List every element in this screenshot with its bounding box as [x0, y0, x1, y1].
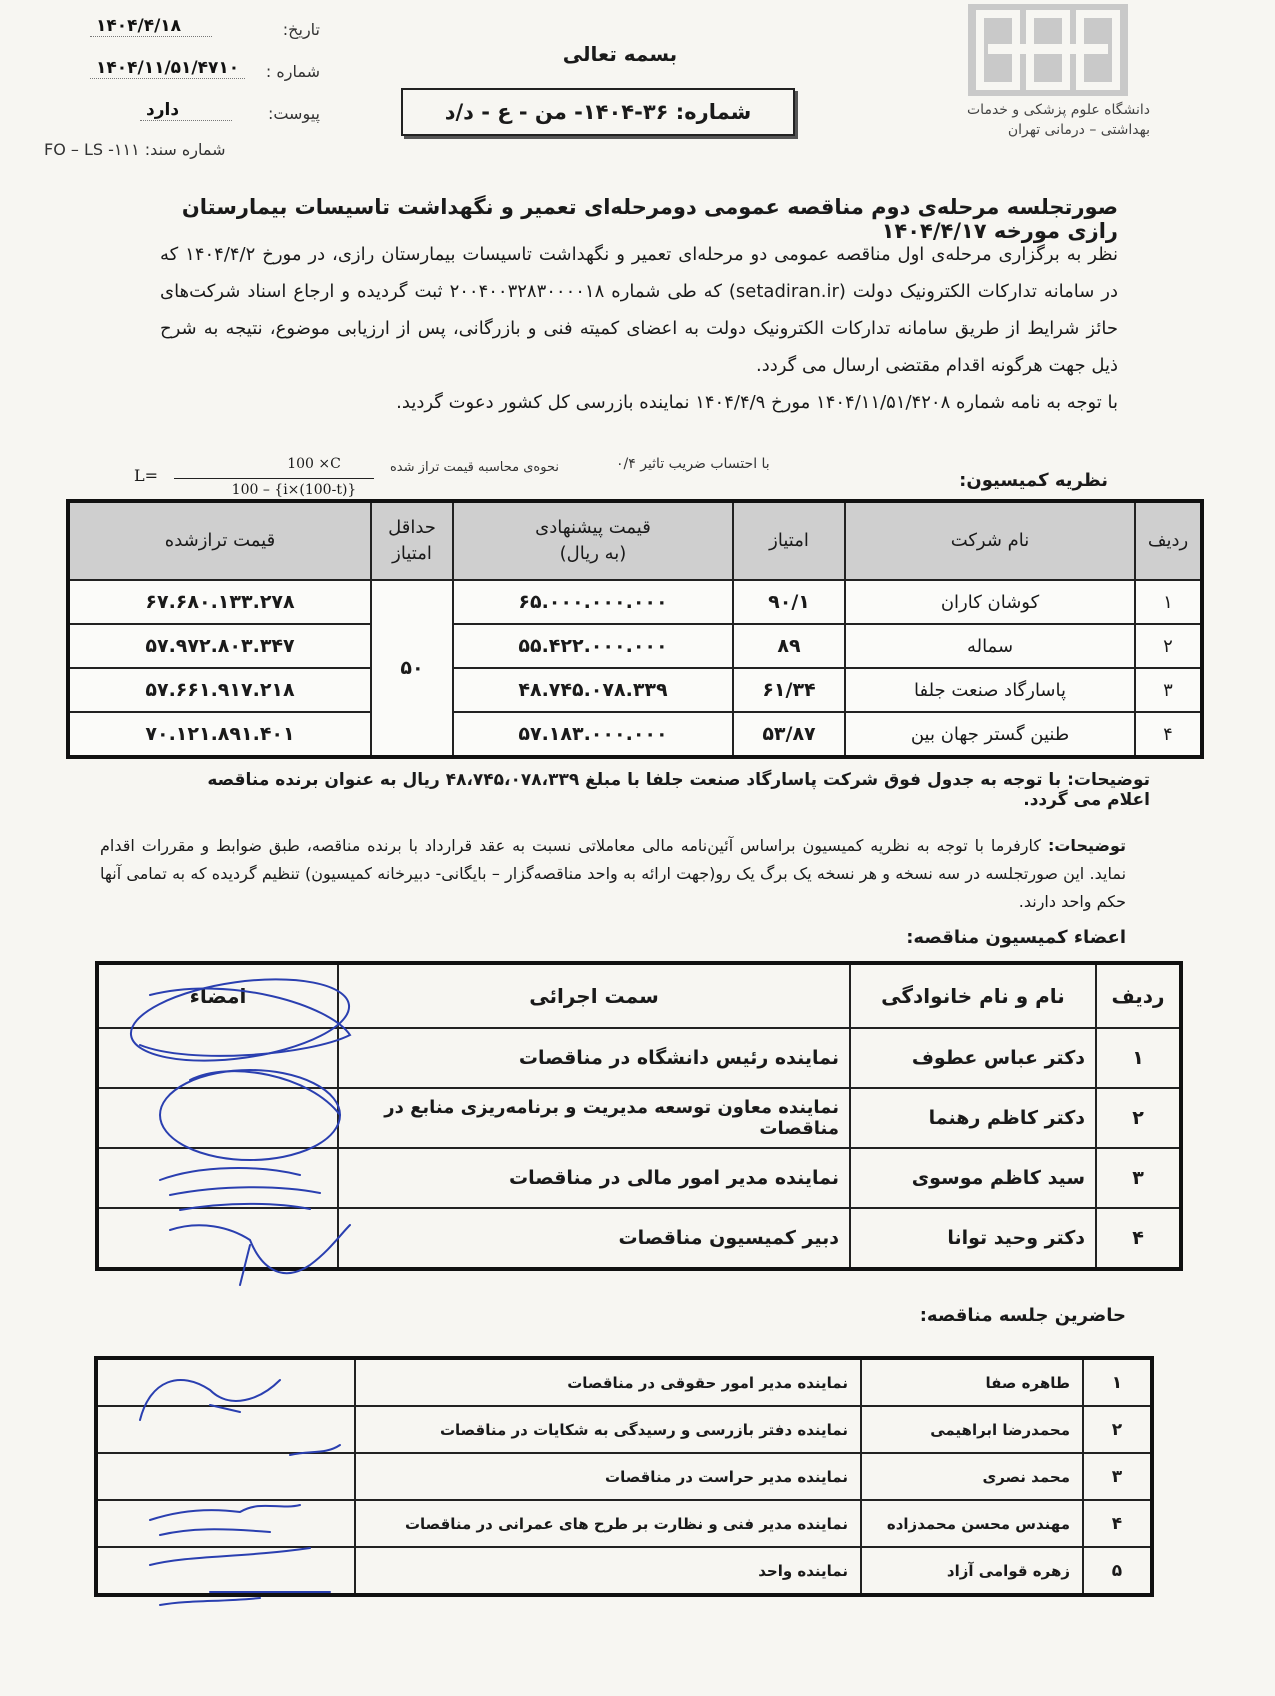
reference-number-box: شماره: ۳۶-۱۴۰۴- من - ع - د/د — [401, 88, 795, 136]
date-value: ۱۴۰۴/۴/۱۸ — [90, 16, 212, 37]
member-role: دبیر کمیسیون مناقصات — [338, 1208, 850, 1269]
col-row: ردیف — [1096, 963, 1181, 1028]
formula-note: نحوه‌ی محاسبه قیمت تراز شده — [390, 460, 559, 475]
table-row — [68, 668, 1202, 712]
document-title: صورتجلسه مرحله‌ی دوم مناقصه عمومی دومرحله‌ای تعمیر و نگهداشت تاسیسات بیمارستان رازی مورخه ۱۴۰۴/۴/۱۷ — [181, 195, 1118, 243]
company-name: کوشان کاران — [845, 580, 1135, 624]
table-row — [97, 1208, 1181, 1269]
attendees-heading: حاضرین جلسه مناقصه: — [919, 1305, 1126, 1326]
attendee-name: زهره قوامی آزاد — [861, 1547, 1083, 1595]
members-heading: اعضاء کمیسیون مناقصه: — [906, 927, 1126, 948]
university-name — [950, 100, 1150, 140]
proposed-price: ۵۷.۱۸۳.۰۰۰.۰۰۰ — [453, 712, 733, 757]
attendees-table — [94, 1356, 1154, 1597]
row-number: ۱ — [1096, 1028, 1181, 1088]
member-role: نماینده مدیر امور مالی در مناقصات — [338, 1148, 850, 1208]
table-row — [96, 1453, 1152, 1500]
signature-cell — [97, 1208, 338, 1269]
score: ۸۹ — [733, 624, 845, 668]
row-number: ۳ — [1096, 1148, 1181, 1208]
row-number: ۲ — [1083, 1406, 1152, 1453]
formula-fraction-bar — [174, 478, 374, 479]
col-levelled-price: قیمت ترازشده — [68, 501, 371, 580]
explanation-label: توضیحات: — [1047, 836, 1126, 855]
col-row: ردیف — [1135, 501, 1202, 580]
attendee-role: نماینده دفتر بازرسی و رسیدگی به شکایات در مناقصات — [355, 1406, 861, 1453]
formula-numerator: 100 ×C — [287, 456, 341, 472]
table-row — [68, 624, 1202, 668]
member-name: دکتر وحید توانا — [850, 1208, 1096, 1269]
members-table — [95, 961, 1183, 1271]
attendee-name: طاهره صفا — [861, 1358, 1083, 1406]
bismillah: بسمه تعالی — [562, 42, 678, 66]
col-price: قیمت پیشنهادی (به ریال) — [453, 501, 733, 580]
university-logo-icon — [968, 4, 1128, 96]
attendee-role: نماینده واحد — [355, 1547, 861, 1595]
row-number: ۲ — [1135, 624, 1202, 668]
signature-cell — [96, 1547, 355, 1595]
table-row — [97, 1028, 1181, 1088]
company-name: پاسارگاد صنعت جلفا — [845, 668, 1135, 712]
row-number: ۳ — [1135, 668, 1202, 712]
date-field — [60, 14, 320, 48]
signature-cell — [97, 1088, 338, 1148]
levelled-price: ۷۰.۱۲۱.۸۹۱.۴۰۱ — [68, 712, 371, 757]
score: ۵۳/۸۷ — [733, 712, 845, 757]
levelled-price: ۵۷.۹۷۲.۸۰۳.۳۴۷ — [68, 624, 371, 668]
row-number: ۴ — [1096, 1208, 1181, 1269]
explanation-block — [100, 832, 1126, 916]
row-number: ۱ — [1083, 1358, 1152, 1406]
row-number: ۳ — [1083, 1453, 1152, 1500]
table-row — [97, 1088, 1181, 1148]
attendee-name: محمدرضا ابراهیمی — [861, 1406, 1083, 1453]
col-company: نام شرکت — [845, 501, 1135, 580]
table-row — [68, 712, 1202, 757]
col-min-score: حداقل امتیاز — [371, 501, 453, 580]
row-number: ۵ — [1083, 1547, 1152, 1595]
attachment-label: پیوست: — [267, 104, 320, 123]
document-number: شماره سند: ۱۱۱- FO – LS — [44, 140, 226, 159]
row-number: ۴ — [1083, 1500, 1152, 1547]
member-name: سید کاظم موسوی — [850, 1148, 1096, 1208]
attachment-value: دارد — [140, 100, 232, 121]
row-number: ۲ — [1096, 1088, 1181, 1148]
signature-cell — [96, 1406, 355, 1453]
letter-number-label: شماره : — [265, 62, 320, 81]
col-name: نام و نام خانوادگی — [850, 963, 1096, 1028]
attendee-name: مهندس محسن محمدزاده — [861, 1500, 1083, 1547]
explanation-text: کارفرما با توجه به نظریه کمیسیون براساس آئین‌نامه مالی معاملاتی نسبت به عقد قرارداد با برنده مناقصه، طبق ضوابط و مقررات اقدام نماید. — [100, 836, 1127, 883]
company-name: سماله — [845, 624, 1135, 668]
signature-cell — [96, 1500, 355, 1547]
formula-lhs: L= — [134, 466, 159, 485]
proposed-price: ۶۵.۰۰۰.۰۰۰.۰۰۰ — [453, 580, 733, 624]
table-row — [96, 1547, 1152, 1595]
score: ۶۱/۳۴ — [733, 668, 845, 712]
formula-denominator: 100 – {i×(100-t)} — [231, 482, 357, 498]
signature-cell — [97, 1148, 338, 1208]
levelled-price-formula — [134, 456, 374, 502]
attendee-role: نماینده مدیر حراست در مناقصات — [355, 1453, 861, 1500]
signature-cell — [97, 1028, 338, 1088]
member-role: نماینده معاون توسعه مدیریت و برنامه‌ریزی منابع در مناقصات — [338, 1088, 850, 1148]
table-row — [96, 1358, 1152, 1406]
date-label: تاریخ: — [282, 20, 320, 39]
attendee-role: نماینده مدیر امور حقوقی در مناقصات — [355, 1358, 861, 1406]
company-name: طنین گستر جهان بین — [845, 712, 1135, 757]
bids-table-header — [68, 501, 1202, 580]
commission-opinion-heading: نظریه کمیسیون: — [959, 470, 1108, 491]
copies-line: این صورتجلسه در سه نسخه و هر نسخه یک برگ یک رو(جهت ارائه به واحد مناقصه‌گزار – بایگانی- دبیرخانه کمیسیون) تنظیم گردیده که به تمامی آنها حکم واحد دارند. — [100, 864, 1126, 911]
coefficient-note: با احتساب ضریب تاثیر ۰/۴ — [616, 456, 770, 472]
min-score: ۵۰ — [371, 580, 453, 757]
table-row — [97, 1148, 1181, 1208]
winner-note: توضیحات: با توجه به جدول فوق شرکت پاسارگاد صنعت جلفا با مبلغ ۴۸،۷۴۵،۰۷۸،۳۳۹ ریال به عنوان برنده مناقصه اعلام می گردد. — [207, 770, 1150, 810]
signature-cell — [96, 1358, 355, 1406]
col-score: امتیاز — [733, 501, 845, 580]
university-line-1: دانشگاه علوم پزشکی و خدمات — [967, 102, 1150, 118]
table-row — [68, 580, 1202, 624]
levelled-price: ۵۷.۶۶۱.۹۱۷.۲۱۸ — [68, 668, 371, 712]
university-line-2: بهداشتی – درمانی تهران — [1007, 122, 1150, 138]
col-role: سمت اجرائی — [338, 963, 850, 1028]
member-role: نماینده رئیس دانشگاه در مناقصات — [338, 1028, 850, 1088]
row-number: ۱ — [1135, 580, 1202, 624]
letter-number-value: ۱۴۰۴/۱۱/۵۱/۴۷۱۰ — [90, 58, 245, 79]
member-name: دکتر کاظم رهنما — [850, 1088, 1096, 1148]
table-row — [96, 1406, 1152, 1453]
signature-cell — [96, 1453, 355, 1500]
attendee-name: محمد نصری — [861, 1453, 1083, 1500]
letter-number-field — [60, 56, 320, 90]
levelled-price: ۶۷.۶۸۰.۱۳۳.۲۷۸ — [68, 580, 371, 624]
attendee-role: نماینده مدیر فنی و نظارت بر طرح های عمرانی در مناقصات — [355, 1500, 861, 1547]
member-name: دکتر عباس عطوف — [850, 1028, 1096, 1088]
score: ۹۰/۱ — [733, 580, 845, 624]
attachment-field — [60, 98, 320, 132]
inspection-paragraph: با توجه به نامه شماره ۱۴۰۴/۱۱/۵۱/۴۲۰۸ مورخ ۱۴۰۴/۴/۹ نماینده بازرسی کل کشور دعوت گردید. — [396, 392, 1118, 413]
col-signature: امضاء — [97, 963, 338, 1028]
bids-table — [66, 499, 1204, 759]
table-row — [96, 1500, 1152, 1547]
proposed-price: ۵۵.۴۲۲.۰۰۰.۰۰۰ — [453, 624, 733, 668]
row-number: ۴ — [1135, 712, 1202, 757]
proposed-price: ۴۸.۷۴۵.۰۷۸.۳۳۹ — [453, 668, 733, 712]
members-table-header — [97, 963, 1181, 1028]
intro-paragraph: نظر به برگزاری مرحله‌ی اول مناقصه عمومی دو مرحله‌ای تعمیر و نگهداشت تاسیسات بیمارستان رازی، در مورخ ۱۴۰۴/۴/۲ که در سامانه تدارکات الکترونیک دولت (setadiran.ir) که طی شماره ۲۰۰۴۰۰۳۲۸۳۰۰۰۰۱۸ ثبت گردیده و ارجاع اسناد شرکت‌های حائز شرایط از طریق سامانه تدارکات الکترونیک دولت به اعضای کمیته فنی و بازرگانی، پس از ارزیابی موضوع، نتیجه به شرح ذیل جهت هرگونه اقدام مقتضی ارسال می گردد. — [160, 244, 1118, 376]
